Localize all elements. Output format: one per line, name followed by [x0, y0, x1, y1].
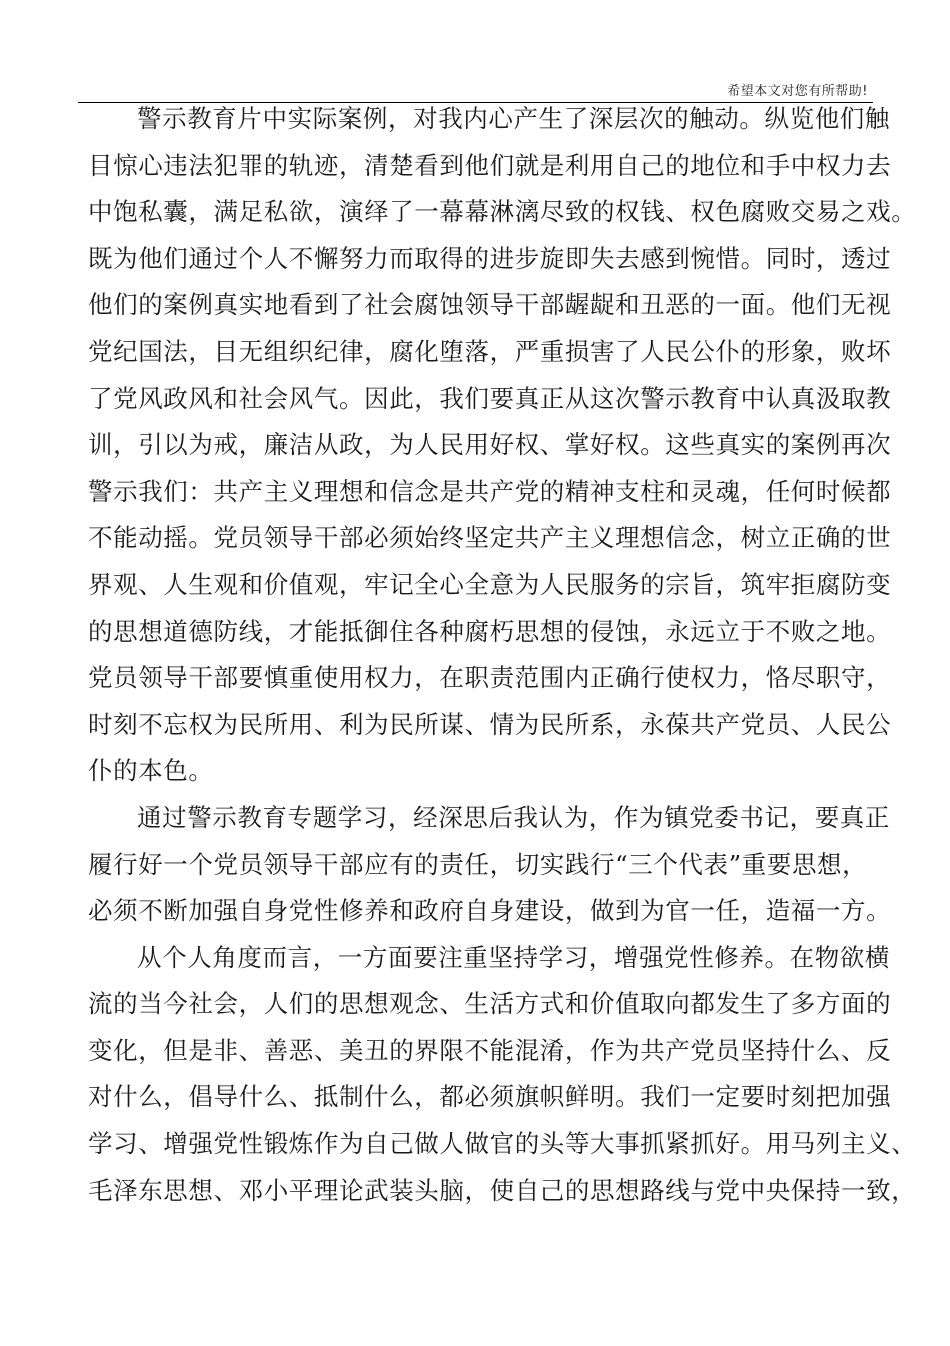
- text-line: 仆的本色。: [88, 756, 214, 786]
- text-line: 党纪国法，目无组织纪律，腐化堕落，严重损害了人民公仆的形象，败坏: [88, 336, 892, 366]
- text-line: 警示我们：共产主义理想和信念是共产党的精神支柱和灵魂，任何时候都: [88, 476, 892, 506]
- text-line: 党员领导干部要慎重使用权力，在职责范围内正确行使权力，恪尽职守，: [88, 663, 892, 693]
- text-line: 履行好一个党员领导干部应有的责任，切实践行“三个代表”重要思想，: [88, 849, 868, 879]
- text-line: 学习、增强党性锻炼作为自己做人做官的头等大事抓紧抓好。用马列主义、: [88, 1129, 917, 1159]
- text-line: 中饱私囊，满足私欲，演绎了一幕幕淋漓尽致的权钱、权色腐败交易之戏。: [88, 197, 917, 227]
- text-line: 目惊心违法犯罪的轨迹，清楚看到他们就是利用自己的地位和手中权力去: [88, 150, 892, 180]
- text-line: 了党风政风和社会风气。因此，我们要真正从这次警示教育中认真汲取教: [88, 383, 892, 413]
- text-line: 必须不断加强自身党性修养和政府自身建设，做到为官一任，造福一方。: [88, 896, 892, 926]
- body-text: [88, 96, 917, 1214]
- text-line: 从个人角度而言，一方面要注重坚持学习，增强党性修养。在物欲横: [137, 942, 890, 972]
- text-line: 警示教育片中实际案例，对我内心产生了深层次的触动。纵览他们触: [137, 104, 890, 133]
- text-line: 通过警示教育专题学习，经深思后我认为，作为镇党委书记，要真正: [137, 802, 890, 832]
- text-line: 变化，但是非、善恶、美丑的界限不能混淆，作为共产党员坚持什么、反: [88, 1035, 892, 1065]
- text-line: 毛泽东思想、邓小平理论武装头脑，使自己的思想路线与党中央保持一致，: [88, 1175, 917, 1205]
- text-line: 不能动摇。党员领导干部必须始终坚定共产主义理想信念，树立正确的世: [88, 523, 892, 553]
- text-line: 训，引以为戒，廉洁从政，为人民用好权、掌好权。这些真实的案例再次: [88, 430, 892, 460]
- header-note: 希望本文对您有所帮助!: [727, 84, 868, 99]
- text-line: 流的当今社会，人们的思想观念、生活方式和价值取向都发生了多方面的: [88, 989, 892, 1019]
- text-line: 既为他们通过个人不懈努力而取得的进步旋即失去感到惋惜。同时，透过: [88, 243, 892, 273]
- text-line: 时刻不忘权为民所用、利为民所谋、情为民所系，永葆共产党员、人民公: [88, 709, 892, 739]
- text-line: 的思想道德防线，才能抵御住各种腐朽思想的侵蚀，永远立于不败之地。: [88, 616, 892, 646]
- text-line: 界观、人生观和价值观，牢记全心全意为人民服务的宗旨，筑牢拒腐防变: [88, 569, 892, 599]
- text-line: 他们的案例真实地看到了社会腐蚀领导干部龌龊和丑恶的一面。他们无视: [88, 290, 892, 320]
- text-line: 对什么，倡导什么、抵制什么，都必须旗帜鲜明。我们一定要时刻把加强: [88, 1082, 892, 1112]
